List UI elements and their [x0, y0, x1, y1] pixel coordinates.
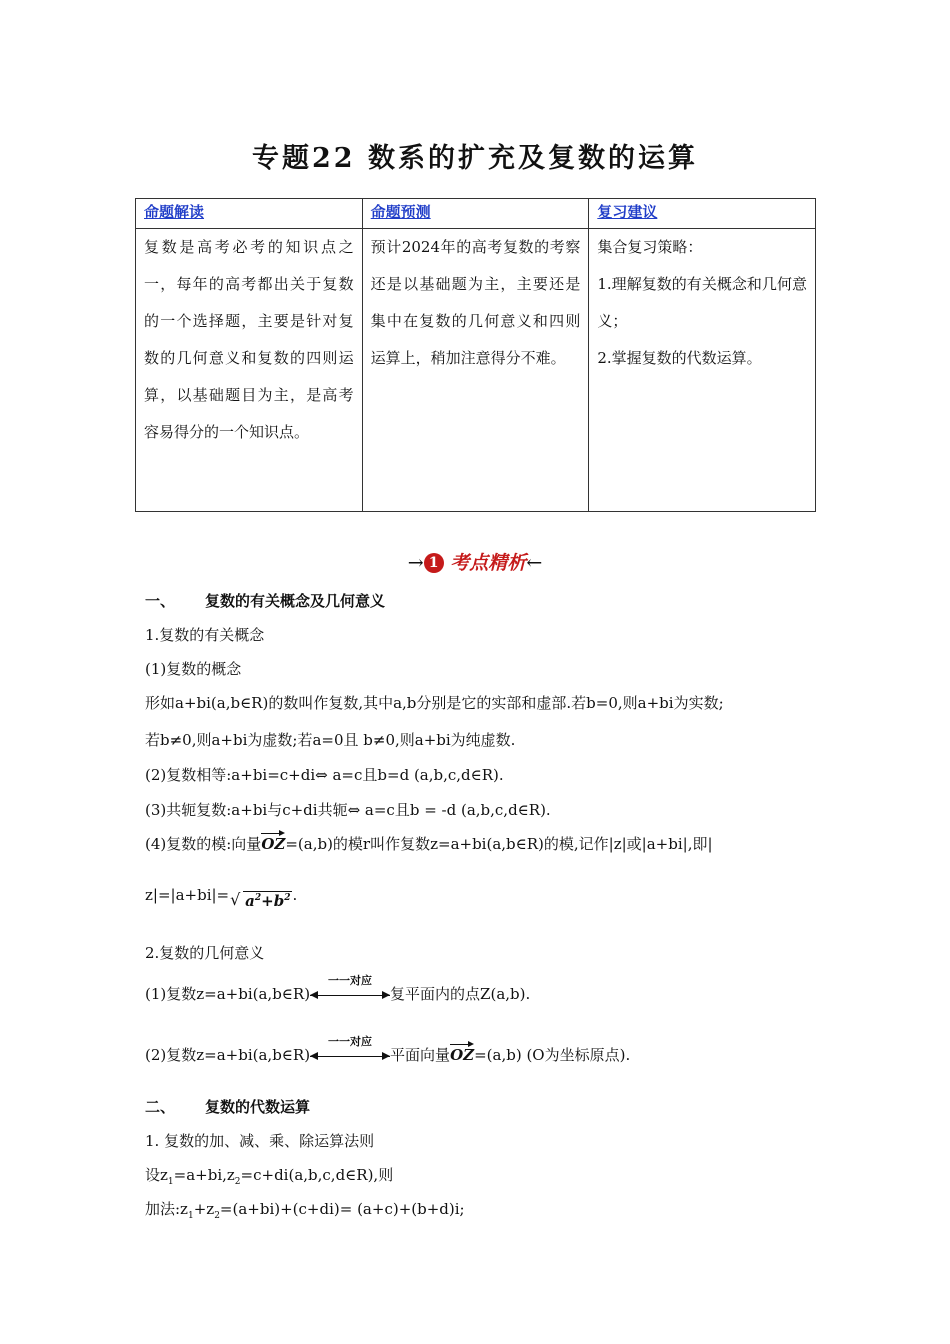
section-banner: [0, 548, 950, 575]
vector-oz: OZ: [450, 1042, 474, 1064]
section-heading-2: [145, 1096, 310, 1117]
text: 平面向量: [390, 1046, 451, 1064]
paragraph-correspondence-1: [145, 974, 531, 1004]
var-a: a: [245, 892, 255, 910]
header-review-advice: 复习建议: [589, 199, 816, 229]
section-index: 二、: [145, 1098, 176, 1116]
right-arrow-icon: →: [407, 552, 424, 574]
arrow-label: 一一对应: [328, 974, 373, 987]
cell-prediction: 预计2024年的高考复数的考察还是以基础题为主，主要还是集中在复数的几何意义和四则运算上，稍加注意得分不难。: [362, 229, 589, 512]
paragraph: 若b≠0,则a+bi为虚数;若a=0且 b≠0,则a+bi为纯虚数.: [145, 731, 516, 749]
page-title: 专题22 数系的扩充及复数的运算: [252, 143, 698, 174]
paragraph-modulus-cont: [145, 886, 297, 910]
paragraph: [145, 1198, 465, 1221]
radical-icon: √: [230, 890, 241, 909]
paragraph-correspondence-2: [145, 1035, 631, 1065]
sqrt-expression: √ $a^2+b^2$: [230, 890, 291, 910]
arrow-label: 一一对应: [328, 1035, 373, 1048]
info-table: [135, 198, 816, 512]
banner-text: 考点精析: [450, 552, 527, 574]
paragraph: [145, 1164, 393, 1187]
section-heading-1: [145, 590, 385, 611]
var-b: b: [273, 892, 285, 910]
text: 加法:z: [145, 1200, 188, 1218]
subheading: (1)复数的概念: [145, 660, 242, 678]
text: (4)复数的模:向量: [145, 835, 262, 853]
section-index: 一、: [145, 592, 176, 610]
exponent: 2: [284, 893, 291, 903]
text: 复平面内的点Z(a,b).: [390, 985, 531, 1003]
double-arrow-icon: [310, 1035, 390, 1065]
subscript: 2: [214, 1211, 220, 1221]
paragraph-modulus: [145, 831, 713, 854]
text: =(a,b)的模r叫作复数z=a+bi(a,b∈R)的模,记作|z|或|a+bi|,即|: [285, 835, 713, 853]
vector-oz: OZ: [261, 831, 285, 853]
text: +z: [193, 1200, 215, 1218]
paragraph: 形如a+bi(a,b∈R)的数叫作复数,其中a,b分别是它的实部和虚部.若b=0,则a+bi为实数;: [145, 694, 724, 712]
text: =(a,b) (O为坐标原点).: [474, 1046, 631, 1064]
subscript: 2: [234, 1177, 241, 1187]
subheading: 1. 复数的加、减、乘、除运算法则: [145, 1132, 375, 1150]
section-title: 复数的代数运算: [205, 1098, 311, 1116]
header-interpretation: 命题解读: [136, 199, 363, 229]
text: z|=|a+bi|=: [145, 886, 230, 904]
number-badge: 1: [424, 553, 444, 573]
text: =c+di(a,b,c,d∈R),则: [240, 1166, 394, 1184]
text: (2)复数z=a+bi(a,b∈R): [145, 1046, 311, 1064]
advice-line: 2.掌握复数的代数运算。: [597, 349, 762, 367]
subscript: 1: [167, 1177, 174, 1187]
paragraph: (2)复数相等:a+bi=c+di⇔ a=c且b=d (a,b,c,d∈R).: [145, 766, 504, 784]
cell-review-advice: [589, 229, 816, 512]
text: 设z: [145, 1166, 168, 1184]
text: (1)复数z=a+bi(a,b∈R): [145, 985, 311, 1003]
text: .: [292, 886, 298, 904]
exponent: 2: [254, 893, 262, 903]
advice-line: 1.理解复数的有关概念和几何意义；: [597, 275, 807, 330]
subheading: 2.复数的几何意义: [145, 944, 265, 962]
subscript: 1: [187, 1211, 194, 1221]
advice-line: 集合复习策略：: [597, 238, 703, 256]
text: =a+bi,z: [173, 1166, 235, 1184]
paragraph: (3)共轭复数:a+bi与c+di共轭⇔ a=c且b = -d (a,b,c,d∈R).: [145, 801, 551, 819]
double-arrow-icon: [310, 974, 390, 1004]
subheading: 1.复数的有关概念: [145, 626, 265, 644]
header-prediction: 命题预测: [362, 199, 589, 229]
left-arrow-icon: ←: [526, 552, 543, 574]
text: =(a+bi)+(c+di)= (a+c)+(b+d)i;: [219, 1200, 465, 1218]
section-title: 复数的有关概念及几何意义: [205, 592, 386, 610]
cell-interpretation: 复数是高考必考的知识点之一，每年的高考都出关于复数的一个选择题，主要是针对复数的几何意义和复数的四则运算，以基础题目为主，是高考容易得分的一个知识点。: [136, 229, 363, 512]
